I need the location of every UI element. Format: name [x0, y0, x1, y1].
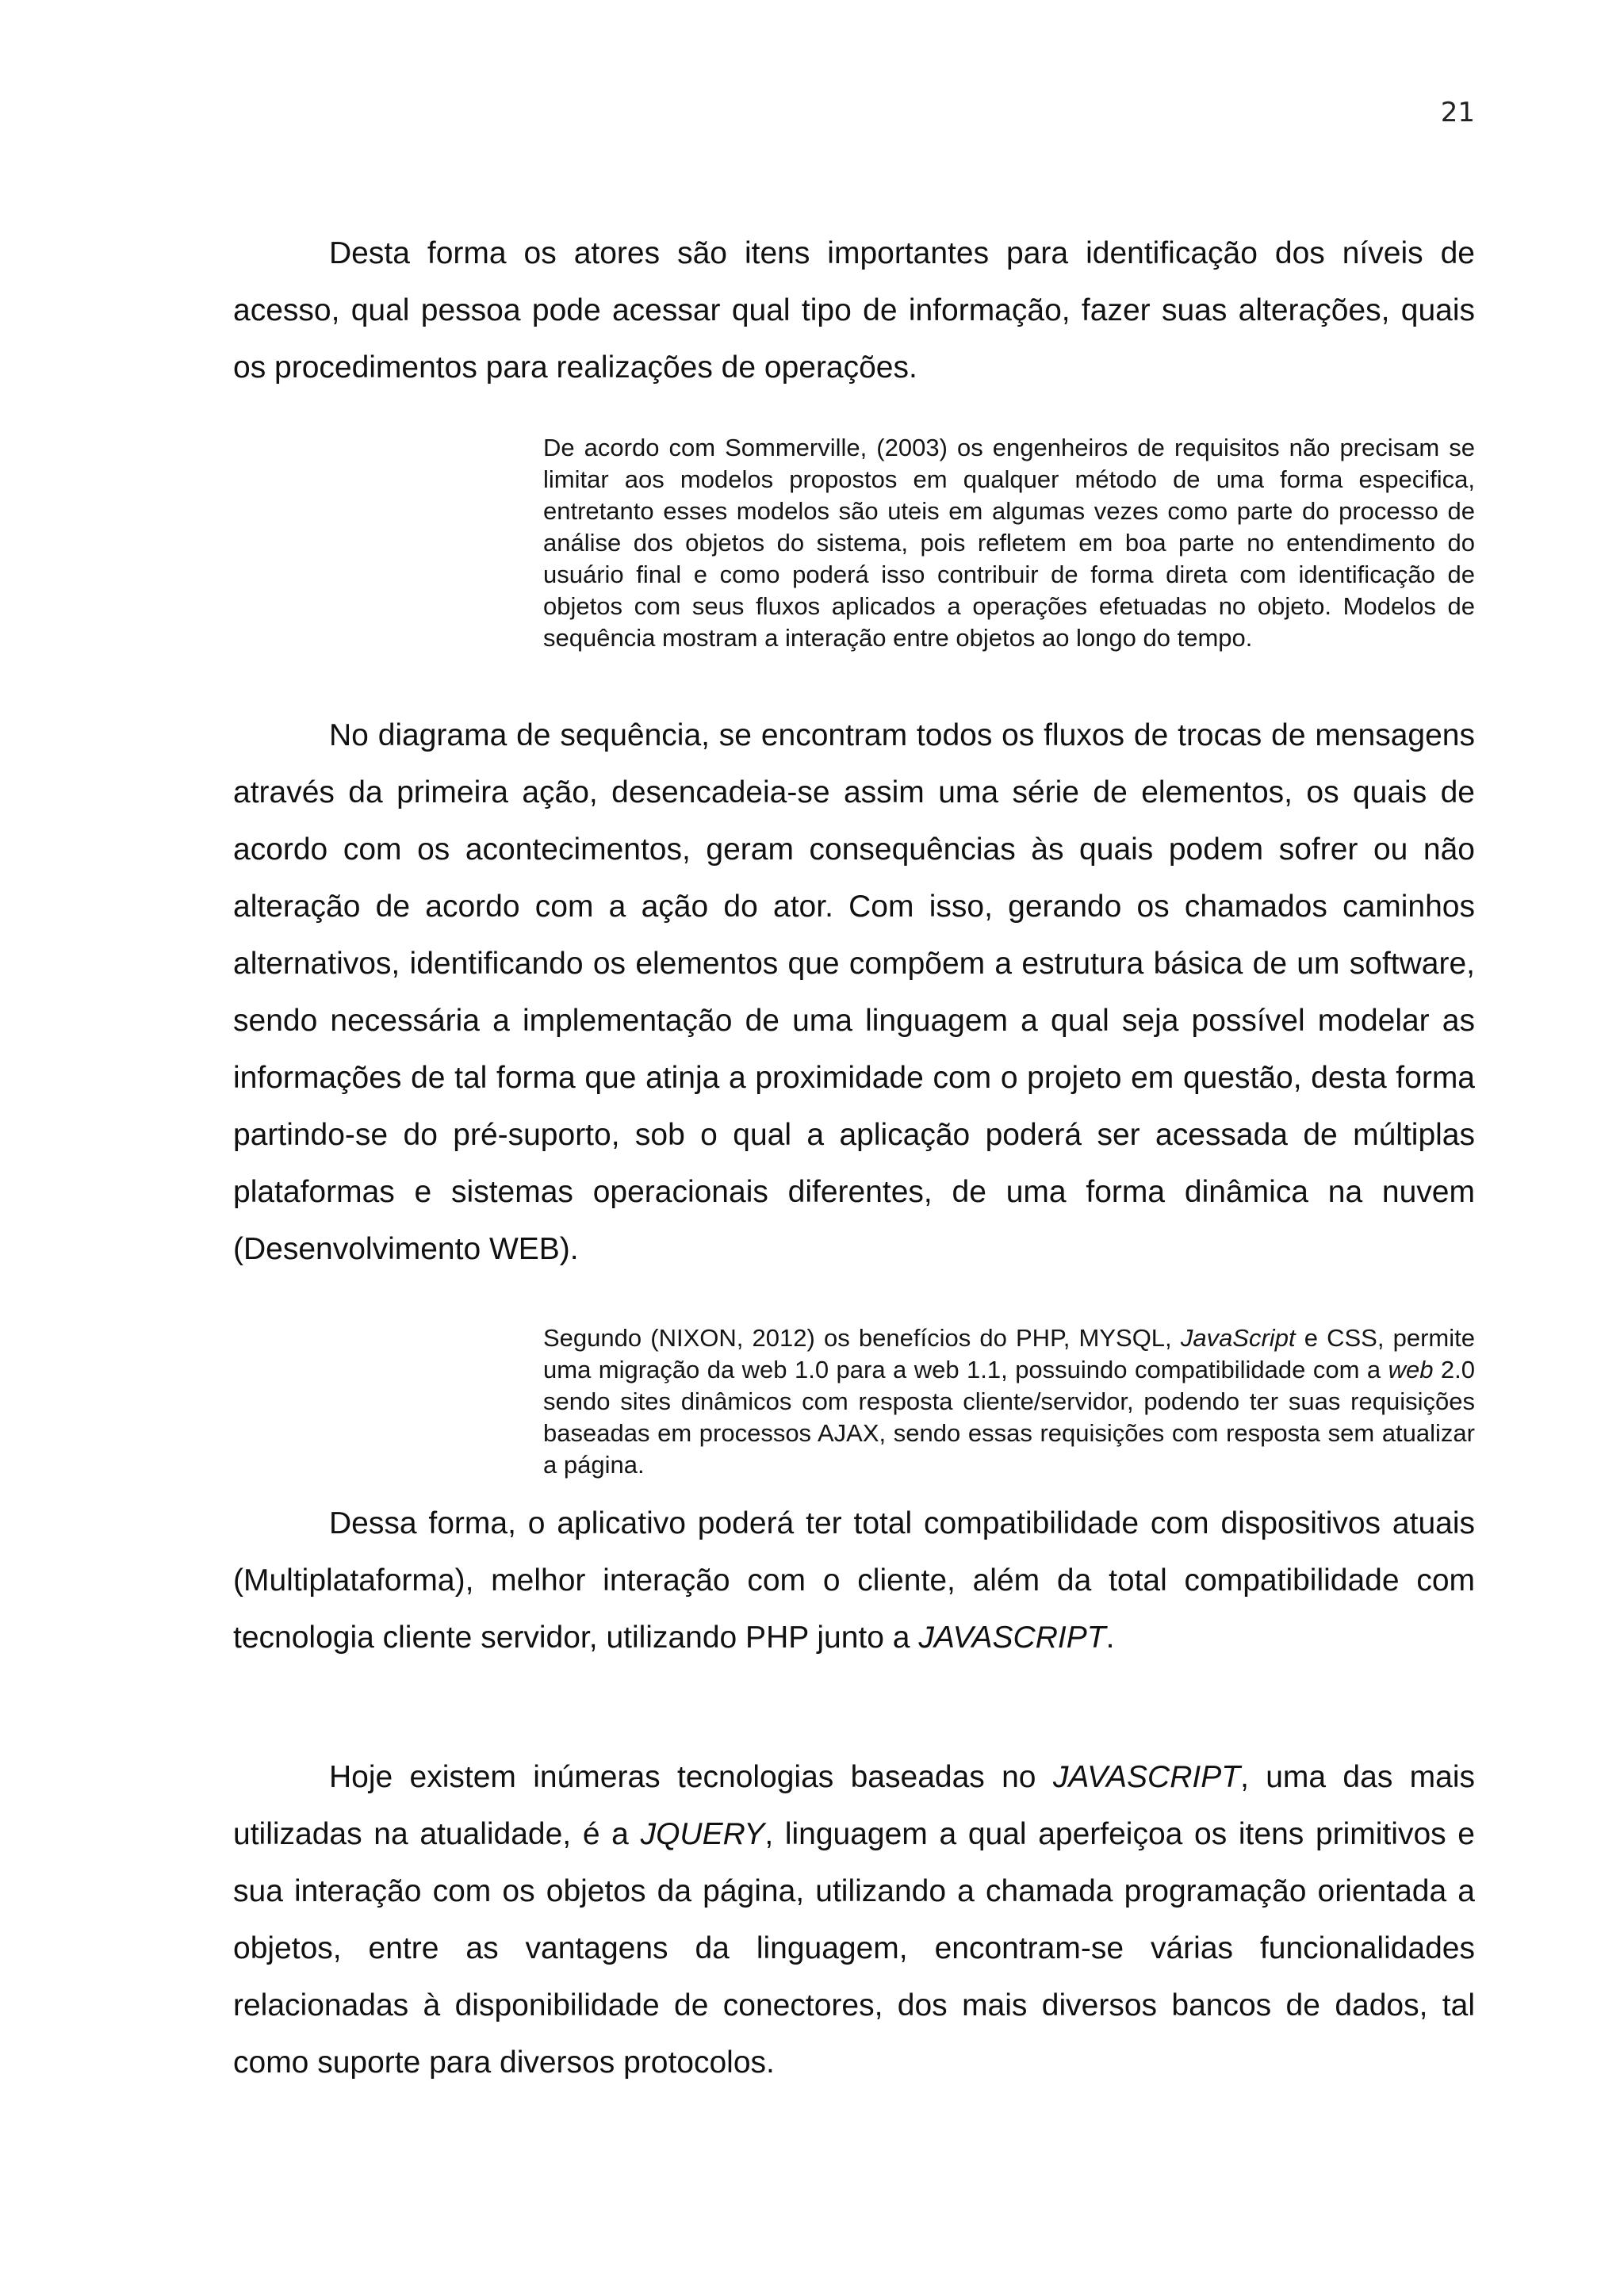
paragraph-compatibility	[233, 1495, 1475, 1667]
paragraph-sequence-diagram: No diagrama de sequência, se encontram todos os fluxos de trocas de mensagens através da primeira ação, desencadeia-se assim uma série de elementos, os quais de acordo com os acontecimentos, geram consequências às quais podem sofrer ou não alteração de acordo com a ação do ator. Com isso, gerando os chamados caminhos alternativos, identificando os elementos que compõem a estrutura básica de um software, sendo necessária a implementação de uma linguagem a qual seja possível modelar as informações de tal forma que atinja a proximidade com o projeto em questão, desta forma partindo-se do pré-suporto, sob o qual a aplicação poderá ser acessada de múltiplas plataformas e sistemas operacionais diferentes, de uma forma dinâmica na nuvem (Desenvolvimento WEB).	[233, 718, 1475, 1266]
technologies-italic-javascript: JAVASCRIPT	[1052, 1760, 1241, 1794]
paragraph-technologies	[233, 1749, 1475, 2091]
technologies-text-2: , uma das mais utilizadas na atualidade, é a	[233, 1760, 1475, 1851]
quote-nixon-italic-web: web	[1388, 1356, 1434, 1383]
compatibility-text-2: .	[1105, 1621, 1115, 1655]
page-number: 21	[1440, 97, 1475, 128]
paragraph-actors: Desta forma os atores são itens importantes para identificação dos níveis de acesso, qual pessoa pode acessar qual tipo de informação, fazer suas alterações, quais os procedimentos para realizações de operações.	[233, 236, 1475, 385]
compatibility-text-1: Dessa forma, o aplicativo poderá ter total compatibilidade com dispositivos atuais (Multiplataforma), melhor interação com o cliente, além da total compatibilidade com tecnologia cliente servidor, utilizando PHP junto a	[233, 1506, 1475, 1655]
block-quote-nixon	[543, 1322, 1475, 1481]
compatibility-italic-javascript: JAVASCRIPT	[918, 1621, 1106, 1655]
technologies-text-3: , linguagem a qual aperfeiçoa os itens primitivos e sua interação com os objetos da página, utilizando a chamada programação orientada a objetos, entre as vantagens da linguagem, encontram-se várias funcionalidades relacionadas à disponibilidade de conectores, dos mais diversos bancos de dados, tal como suporte para diversos protocolos.	[233, 1817, 1475, 2080]
block-quote-sommerville: De acordo com Sommerville, (2003) os engenheiros de requisitos não precisam se limitar aos modelos propostos em qualquer método de uma forma especifica, entretanto esses modelos são uteis em algumas vezes como parte do processo de análise dos objetos do sistema, pois refletem em boa parte no entendimento do usuário final e como poderá isso contribuir de forma direta com identificação de objetos com seus fluxos aplicados a operações efetuadas no objeto. Modelos de sequência mostram a interação entre objetos ao longo do tempo.	[543, 434, 1475, 652]
technologies-text-1: Hoje existem inúmeras tecnologias baseadas no	[329, 1760, 1053, 1794]
quote-nixon-italic-javascript: JavaScript	[1180, 1324, 1296, 1352]
quote-nixon-text-3: 2.0 sendo sites dinâmicos com resposta cliente/servidor, podendo ter suas requisições baseadas em processos AJAX, sendo essas requisições com resposta sem atualizar a página.	[543, 1356, 1475, 1479]
technologies-italic-jquery: JQUERY	[640, 1817, 765, 1851]
quote-nixon-text-2: e CSS, permite uma migração da web 1.0 para a web 1.1, possuindo compatibilidade com a	[543, 1324, 1475, 1383]
quote-nixon-text-1: Segundo (NIXON, 2012) os benefícios do PHP, MYSQL,	[543, 1324, 1181, 1352]
